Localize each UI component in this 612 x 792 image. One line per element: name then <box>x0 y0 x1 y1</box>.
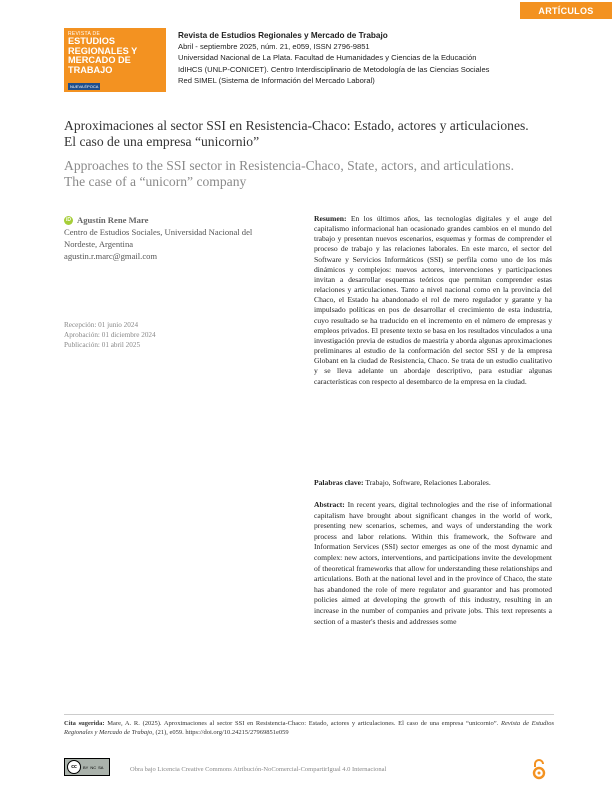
section-tag: ARTÍCULOS <box>520 2 612 19</box>
author-name: Agustín Rene Mare <box>77 215 149 225</box>
cc-license-badge[interactable] <box>64 758 110 776</box>
citation-text: Mare, A. R. (2025). Aproximaciones al sector SSI en Resistencia-Chaco: Estado, actores y articulaciones. El caso de una empresa “unicornio”. <box>107 720 499 727</box>
journal-issue: Abril - septiembre 2025, núm. 21, e059, ISSN 2796-9851 <box>178 42 370 52</box>
journal-network: Red SIMEL (Sistema de Información del Mercado Laboral) <box>178 75 375 85</box>
author-affiliation: Nordeste, Argentina <box>64 239 134 249</box>
journal-title: Revista de Estudios Regionales y Mercado de Trabajo <box>178 31 388 40</box>
logo-line: MERCADO DE <box>68 55 131 65</box>
journal-publisher: Universidad Nacional de La Plata. Facultad de Humanidades y Ciencias de la Educación <box>178 53 477 63</box>
keywords-label: Palabras clave: <box>314 478 364 487</box>
title-line: Approaches to the SSI sector in Resistencia-Chaco, State, actors, and articulations. <box>64 158 514 173</box>
logo-line: ESTUDIOS <box>68 36 115 46</box>
title-line: El caso de una empresa “unicornio” <box>64 134 260 149</box>
article-title-es <box>64 118 564 150</box>
cc-by: BY <box>83 764 89 770</box>
keywords-text: Trabajo, Software, Relaciones Laborales. <box>365 478 491 487</box>
title-line: Aproximaciones al sector SSI en Resistencia-Chaco: Estado, actores y articulaciones. <box>64 118 529 133</box>
abstract-en-text: In recent years, digital technologies and the rise of informational capitalism have brought about significant changes in the world of work, presenting new scenarios, schemes, and ways of understanding the work process and labor relations. Within this framework, the Software and Information Services (SSI) sector emerges as one of the most dynamic and complex: new actors, interventions, and participations invite the development of theoretical frameworks that allow for understanding these relationships and articulations. Both at the national level and in the province of Chaco, the state has abandoned the role of mere regulator and guarantor and has promoted policies aimed at developing the growth of this industry, resulting in an increase in the number of companies and private jobs. This text represents a section of a master's thesis and addresses some <box>314 500 552 626</box>
author-block <box>64 214 304 262</box>
abstract-en-label: Abstract: <box>314 500 345 509</box>
abstract-es-label: Resumen: <box>314 214 347 223</box>
abstract-es <box>314 214 552 387</box>
abstract-es-text: En los últimos años, las tecnologías digitales y el auge del capitalismo informacional han ocasionado grandes cambios en el mundo del trabajo y presentan nuevos escenarios, esquemas y formas de comprender el proceso de trabajo y las relaciones laborales. En este marco, el sector del Software y Servicios Informáticos (SSI) se perfila como uno de los más dinámicos y complejos: nuevos actores, intervenciones y participaciones invitan a desarrollar esquemas teóricos que permitan comprender estas relaciones y articulaciones. Tanto a nivel nacional como en la provincia del Chaco, el Estado ha abandonado el rol de mero regulador y garante y ha impulsado políticas en pos de desarrollar el crecimiento de esta industria, cuyo resultado se ha traducido en el incremento en el número de empresas y empleos privados. El presente texto se basa en los resultados vinculados a una investigación previa de estudios de maestría y aborda algunas aproximaciones preliminares al estudio de la conformación del sector SSI y de la empresa Globant en la ciudad de Resistencia, Chaco. Se trata de un estudio cualitativo y se lleva adelante un abordaje descriptivo, para estudiar algunas características con respecto al desembarco de la empresa en la ciudad. <box>314 214 552 386</box>
cc-nc: NC <box>90 764 97 770</box>
logo-line: TRABAJO <box>68 64 113 75</box>
cc-sa: SA <box>98 764 104 770</box>
open-access-icon <box>530 758 548 780</box>
abstract-en <box>314 500 552 627</box>
citation-journal: Revista de Estudios Regionales y Mercado de Trabajo, <box>64 720 555 736</box>
cc-icon: cc <box>67 760 81 774</box>
logo-badge: NUEVA ÉPOCA <box>70 84 99 89</box>
author-name-row <box>64 214 304 226</box>
date-received: Recepción: 01 junio 2024 <box>64 321 139 329</box>
journal-logo <box>64 28 166 92</box>
date-published: Publicación: 01 abril 2025 <box>64 341 141 349</box>
article-title-en <box>64 158 564 190</box>
license-text: Obra bajo Licencia Creative Commons Atribución-NoComercial-CompartirIgual 4.0 Internacional <box>130 766 387 773</box>
logo-line: REGIONALES Y <box>68 45 138 56</box>
journal-institute: IdIHCS (UNLP-CONICET). Centro Interdisciplinario de Metodología de las Ciencias Sociales <box>178 64 490 74</box>
suggested-citation <box>64 714 554 737</box>
citation-doi[interactable]: (21), e059. https://doi.org/10.24215/27969851e059 <box>155 729 289 736</box>
logo-line: REVISTA DE <box>68 31 101 37</box>
orcid-icon[interactable]: iD <box>66 217 71 223</box>
date-approved: Aprobación: 01 diciembre 2024 <box>64 331 156 339</box>
keywords <box>314 478 552 488</box>
article-dates <box>64 320 264 350</box>
title-line: The case of a “unicorn” company <box>64 174 247 189</box>
journal-header <box>178 30 578 86</box>
citation-label: Cita sugerida: <box>64 720 105 727</box>
author-email[interactable]: agustin.r.marc@gmail.com <box>64 251 158 261</box>
author-affiliation: Centro de Estudios Sociales, Universidad Nacional del <box>64 227 253 237</box>
